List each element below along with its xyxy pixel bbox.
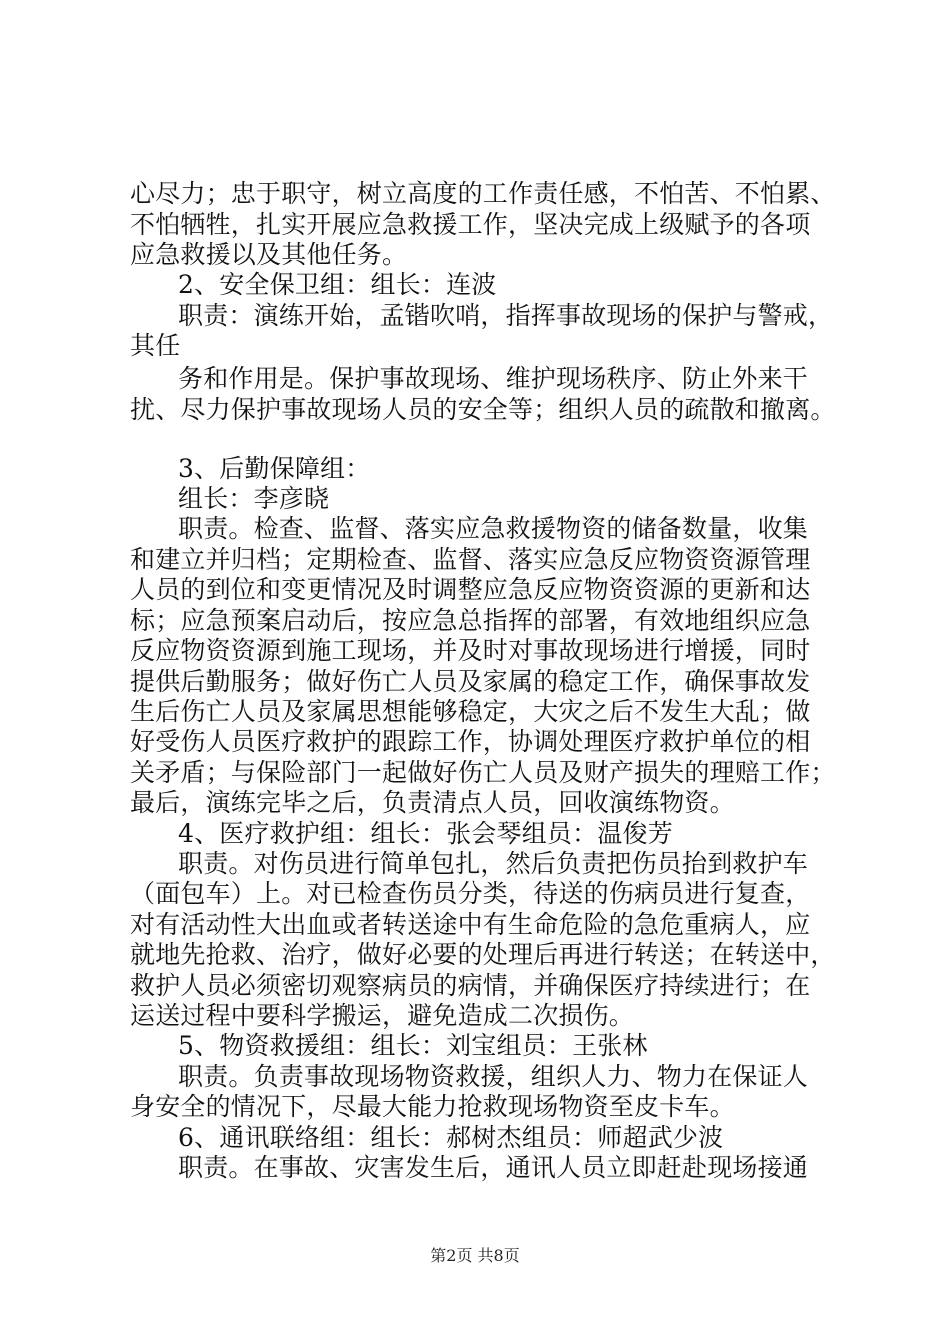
text-line: （面包车）上。对已检查伤员分类，待送的伤病员进行复查， xyxy=(130,879,811,908)
section-heading-communications: 6、通讯联络组：组长：郝树杰组员：师超武少波 xyxy=(178,1123,724,1152)
text-line: 最后，演练完毕之后，负责清点人员，回收演练物资。 xyxy=(130,788,735,817)
text-line: 就地先抢救、治疗，做好必要的处理后再进行转送；在转送中， xyxy=(130,940,836,969)
text-line: 职责。对伤员进行简单包扎，然后负责把伤员抬到救护车 xyxy=(178,849,809,878)
text-line: 标；应急预案启动后，按应急总指挥的部署，有效地组织应急 xyxy=(130,606,811,635)
text-line: 不怕牺牲，扎实开展应急救援工作，坚决完成上级赋予的各项 xyxy=(130,210,811,239)
section-heading-materials: 5、物资救援组：组长：刘宝组员：王张林 xyxy=(178,1031,648,1060)
text-line: 运送过程中要科学搬运，避免造成二次损伤。 xyxy=(130,1001,635,1030)
text-line: 其任 xyxy=(130,331,181,360)
section-heading-logistics: 3、后勤保障组： xyxy=(178,454,371,483)
text-line: 职责。检查、监督、落实应急救援物资的储备数量，收集 xyxy=(178,514,809,543)
text-line: 组长：李彦晓 xyxy=(178,484,330,513)
section-heading-medical: 4、医疗救护组：组长：张会琴组员：温俊芳 xyxy=(178,819,673,848)
page-number-footer: 第2页 共8页 xyxy=(430,1246,520,1265)
text-line: 生后伤亡人员及家属思想能够稳定，大灾之后不发生大乱；做 xyxy=(130,697,811,726)
text-line: 救护人员必须密切观察病员的病情，并确保医疗持续进行；在 xyxy=(130,971,811,1000)
text-line: 关矛盾；与保险部门一起做好伤亡人员及财产损失的理赔工作； xyxy=(130,758,836,787)
text-line: 心尽力；忠于职守，树立高度的工作责任感，不怕苦、不怕累、 xyxy=(130,179,836,208)
text-line: 对有活动性大出血或者转送途中有生命危险的急危重病人，应 xyxy=(130,910,811,939)
text-line: 职责：演练开始，孟锴吹哨，指挥事故现场的保护与警戒， xyxy=(178,301,834,330)
text-line: 职责。负责事故现场物资救援，组织人力、物力在保证人 xyxy=(178,1062,809,1091)
text-line: 扰、尽力保护事故现场人员的安全等；组织人员的疏散和撤离。 xyxy=(130,395,836,424)
text-line: 和建立并归档；定期检查、监督、落实应急反应物资资源管理 xyxy=(130,545,811,574)
text-line: 职责。在事故、灾害发生后，通讯人员立即赶赴现场接通 xyxy=(178,1153,809,1182)
text-line: 应急救援以及其他任务。 xyxy=(130,240,408,269)
text-line: 人员的到位和变更情况及时调整应急反应物资资源的更新和达 xyxy=(130,575,811,604)
text-line: 提供后勤服务；做好伤亡人员及家属的稳定工作，确保事故发 xyxy=(130,667,811,696)
text-line: 好受伤人员医疗救护的跟踪工作，协调处理医疗救护单位的相 xyxy=(130,727,811,756)
text-line: 反应物资资源到施工现场，并及时对事故现场进行增援，同时 xyxy=(130,636,811,665)
text-line: 务和作用是。保护事故现场、维护现场秩序、防止外来干 xyxy=(178,364,809,393)
section-heading-security: 2、安全保卫组：组长：连波 xyxy=(178,270,497,299)
text-line: 身安全的情况下，尽最大能力抢救现场物资至皮卡车。 xyxy=(130,1092,735,1121)
